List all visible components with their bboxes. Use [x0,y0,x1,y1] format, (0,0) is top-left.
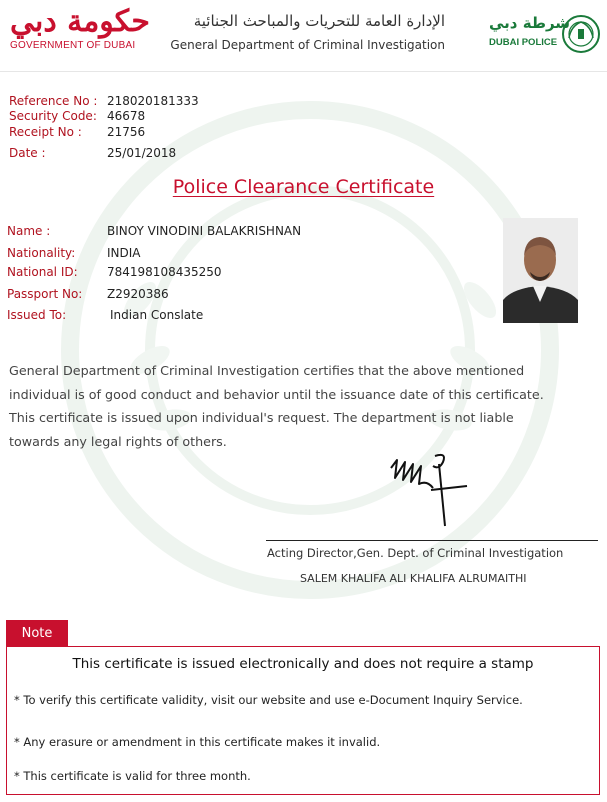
certificate-title [0,176,607,198]
note-item: * Any erasure or amendment in this certificate makes it invalid. [14,735,381,749]
receipt-number-value: 21756 [107,125,146,139]
passport-number-value: Z2920386 [107,287,169,301]
government-of-dubai-logo-text: GOVERNMENT OF DUBAI [10,40,136,51]
note-heading: This certificate is issued electronically and does not require a stamp [72,656,534,672]
security-code-label: Security Code: [9,109,97,123]
certification-statement [9,359,594,453]
issued-to-value: Indian Conslate [110,308,204,322]
nationality-value: INDIA [107,246,141,260]
statement-line: General Department of Criminal Investigation certifies that the above mentioned [9,363,525,378]
certificate-title-text: Police Clearance Certificate [172,176,435,198]
security-code-value: 46678 [107,109,146,123]
note-tab: Note [6,620,68,647]
handwritten-signature-icon [383,450,473,530]
receipt-number-label: Receipt No : [9,125,82,139]
statement-line: individual is of good conduct and behavior until the issuance date of this certificate. [9,386,544,402]
department-name-english: General Department of Criminal Investigation [170,38,445,52]
dubai-police-logo-arabic: شرطة دبي [489,14,571,32]
dubai-police-emblem-icon [561,14,601,54]
reference-number-label: Reference No : [9,94,98,108]
national-id-value: 784198108435250 [107,265,222,279]
name-value: BINOY VINODINI BALAKRISHNAN [107,224,302,238]
header-divider [0,71,607,72]
statement-line: towards any legal rights of others. [9,433,227,449]
national-id-label: National ID: [7,265,78,279]
person-photo-icon [503,218,578,323]
issued-to-label: Issued To: [7,308,67,322]
date-value: 25/01/2018 [107,146,177,160]
note-item: * This certificate is valid for three month. [14,769,251,783]
date-label: Date : [9,146,46,160]
reference-number-value: 218020181333 [107,94,199,108]
passport-number-label: Passport No: [7,287,83,301]
signatory-title: Acting Director,Gen. Dept. of Criminal Investigation [267,546,564,560]
note-item: * To verify this certificate validity, visit our website and use e-Document Inquiry Service. [14,693,523,707]
nationality-label: Nationality: [7,246,76,260]
department-name-arabic: الإدارة العامة للتحريات والمباحث الجنائية [193,12,445,30]
statement-line: This certificate is issued upon individual's request. The department is not liable [9,410,514,425]
signatory-name: SALEM KHALIFA ALI KHALIFA ALRUMAITHI [300,572,527,585]
government-of-dubai-logo-arabic: حكومة دبي [10,4,150,39]
dubai-police-logo-text: DUBAI POLICE [489,37,558,48]
name-label: Name : [7,224,51,238]
signature-line [266,540,598,541]
